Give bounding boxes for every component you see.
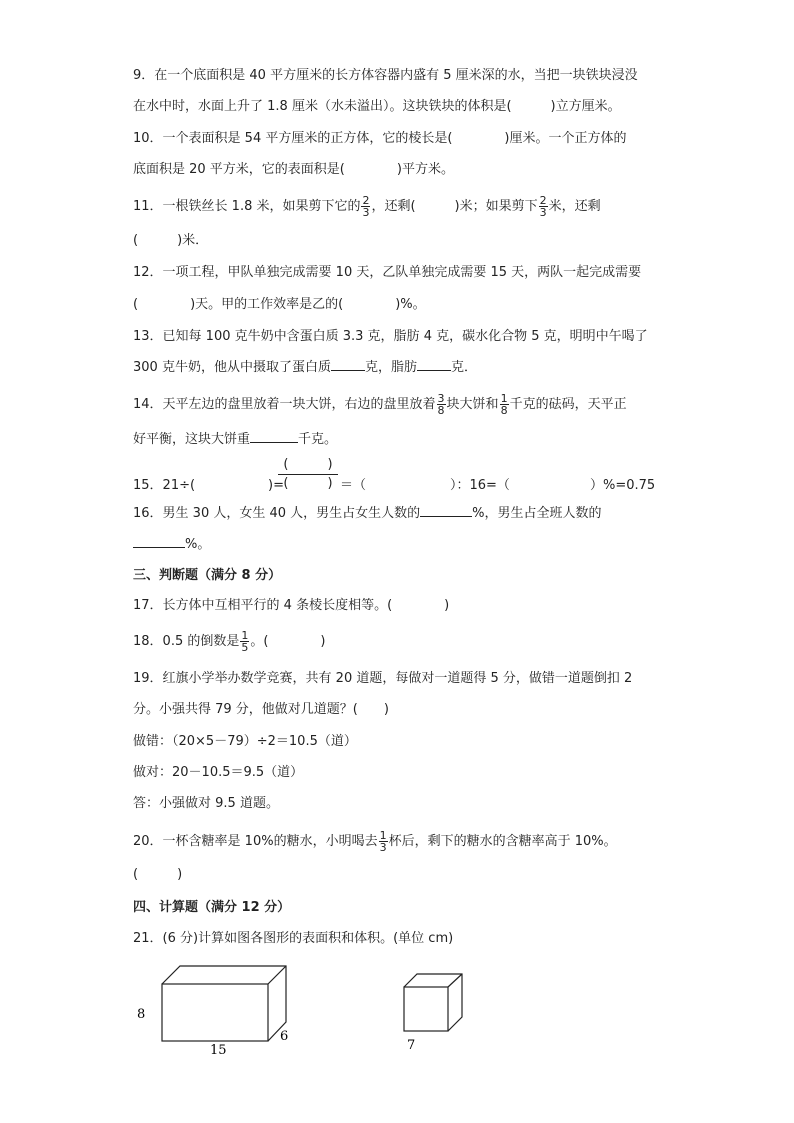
q20-line1 <box>133 830 617 853</box>
q20-text1: 20．一杯含糖率是 10%的糖水，小明喝去 <box>133 834 378 849</box>
answer-blank <box>420 504 472 517</box>
q12-line2: ( )天。甲的工作效率是乙的( )%。 <box>133 297 426 312</box>
q11-line1 <box>133 195 601 218</box>
q15-fraction <box>278 456 338 493</box>
fraction-numerator: 1 <box>500 392 508 405</box>
q16-text2: %，男生占全班人数的 <box>472 506 602 521</box>
fraction-2-3 <box>539 195 548 218</box>
cube-edge-label: 7 <box>407 1038 416 1053</box>
q14-text5: 千克。 <box>298 432 338 447</box>
q14-line1 <box>133 393 627 416</box>
q14-line2 <box>133 430 337 450</box>
fraction-numerator: ( ) <box>278 456 338 475</box>
q19-line2: 分。小强共得 79 分，他做对几道题？( ) <box>133 702 389 717</box>
fraction-1-5 <box>240 630 249 653</box>
cuboid-figure <box>130 958 310 1058</box>
q19-line3: 做错：（20×5－79）÷2＝10.5（道） <box>133 734 357 749</box>
cube-edge <box>448 974 462 987</box>
q19-line5: 答：小强做对 9.5 道题。 <box>133 796 279 811</box>
q16-text1: 16．男生 30 人，女生 40 人，男生占女生人数的 <box>133 506 421 521</box>
q15-text-a: 15．21÷( <box>133 478 196 493</box>
q20-text2: 杯后，剩下的糖水的含糖率高于 10%。 <box>388 834 617 849</box>
q12-line1: 12．一项工程，甲队单独完成需要 10 天，乙队单独完成需要 15 天，两队一起完成需要 <box>133 265 642 280</box>
fraction-1-3 <box>379 830 388 853</box>
cube-figure <box>395 965 475 1055</box>
q11-text3: 米，还剩 <box>548 199 601 214</box>
q15-text-c: ＝（ <box>340 478 367 493</box>
q13-line2 <box>133 358 477 378</box>
q14-text4: 好平衡，这块大饼重 <box>133 432 251 447</box>
q19-line4: 做对：20－10.5＝9.5（道） <box>133 765 304 780</box>
section-4-heading: 四、计算题（满分 12 分） <box>133 900 291 915</box>
cuboid-length-label: 15 <box>210 1043 227 1058</box>
q14-text1: 14．天平左边的盘里放着一块大饼，右边的盘里放着 <box>133 397 436 412</box>
q11-line2: ( )米． <box>133 233 209 248</box>
section-3-heading: 三、判断题（满分 8 分） <box>133 568 282 583</box>
q21: 21．(6 分)计算如图各图形的表面积和体积。(单位 cm) <box>133 931 454 946</box>
fraction-denominator: 3 <box>539 206 547 219</box>
fraction-denominator: 8 <box>437 404 445 417</box>
q10-line2: 底面积是 20 平方米，它的表面积是( )平方米。 <box>133 162 454 177</box>
cuboid-front-face <box>162 984 268 1041</box>
fraction-numerator: 2 <box>539 194 547 207</box>
answer-blank <box>331 358 365 371</box>
q11-text2: ，还剩( )米；如果剪下 <box>371 199 538 214</box>
fraction-numerator: 1 <box>379 829 387 842</box>
fraction-2-3 <box>361 195 370 218</box>
q11-text1: 11．一根铁丝长 1.8 米，如果剪下它的 <box>133 199 361 214</box>
q15-text-b: )= <box>268 478 284 493</box>
fraction-numerator: 2 <box>362 194 370 207</box>
cuboid-height-label: 8 <box>137 1007 146 1022</box>
q13-line1: 13．已知每 100 克牛奶中含蛋白质 3.3 克，脂肪 4 克，碳水化合物 5 克，明明中午喝了 <box>133 329 648 344</box>
cuboid-edge <box>268 966 286 984</box>
fraction-denominator: 3 <box>362 206 370 219</box>
q18-text1: 18．0.5 的倒数是 <box>133 634 240 649</box>
q13-text3: 克． <box>450 360 477 375</box>
answer-blank <box>250 430 298 443</box>
q15-text-d: ）：16=（ <box>450 478 510 493</box>
fraction-denominator: 5 <box>241 641 249 654</box>
fraction-denominator: 3 <box>379 841 387 854</box>
cube-front-face <box>404 987 448 1031</box>
q10-line1: 10．一个表面积是 54 平方厘米的正方体，它的棱长是( )厘米。一个正方体的 <box>133 131 627 146</box>
cuboid-back-edges <box>162 966 286 1041</box>
fraction-denominator: ( ) <box>283 476 333 491</box>
q18-text2: 。( ) <box>250 634 326 649</box>
q16-line2 <box>133 535 210 555</box>
q13-text1: 300 克牛奶，他从中摄取了蛋白质 <box>133 360 331 375</box>
answer-blank <box>133 535 185 548</box>
fraction-numerator: 3 <box>437 392 445 405</box>
fraction-1-8 <box>500 393 509 416</box>
q16-line1 <box>133 504 602 524</box>
q20-line2: ( ) <box>133 867 183 882</box>
q16-text3: %。 <box>185 537 211 552</box>
q14-text3: 千克的砝码，天平正 <box>509 397 627 412</box>
q13-text2: 克，脂肪 <box>364 360 417 375</box>
fraction-3-8 <box>437 393 446 416</box>
q9-line1: 9．在一个底面积是 40 平方厘米的长方体容器内盛有 5 厘米深的水，当把一块铁块浸没 <box>133 68 638 83</box>
q15-text-e: ）%=0.75 <box>590 478 656 493</box>
q17: 17．长方体中互相平行的 4 条棱长度相等。( ) <box>133 598 450 613</box>
q9-line2: 在水中时，水面上升了 1.8 厘米（水未溢出）。这块铁块的体积是( )立方厘米。 <box>133 99 621 114</box>
q19-line1: 19．红旗小学举办数学竞赛，共有 20 道题，每做对一道题得 5 分，做错一道题倒扣 2 <box>133 671 633 686</box>
answer-blank <box>417 358 451 371</box>
fraction-numerator: 1 <box>241 629 249 642</box>
cuboid-width-label: 6 <box>280 1029 289 1044</box>
q18 <box>133 630 326 653</box>
fraction-denominator: 8 <box>500 404 508 417</box>
q14-text2: 块大饼和 <box>446 397 499 412</box>
